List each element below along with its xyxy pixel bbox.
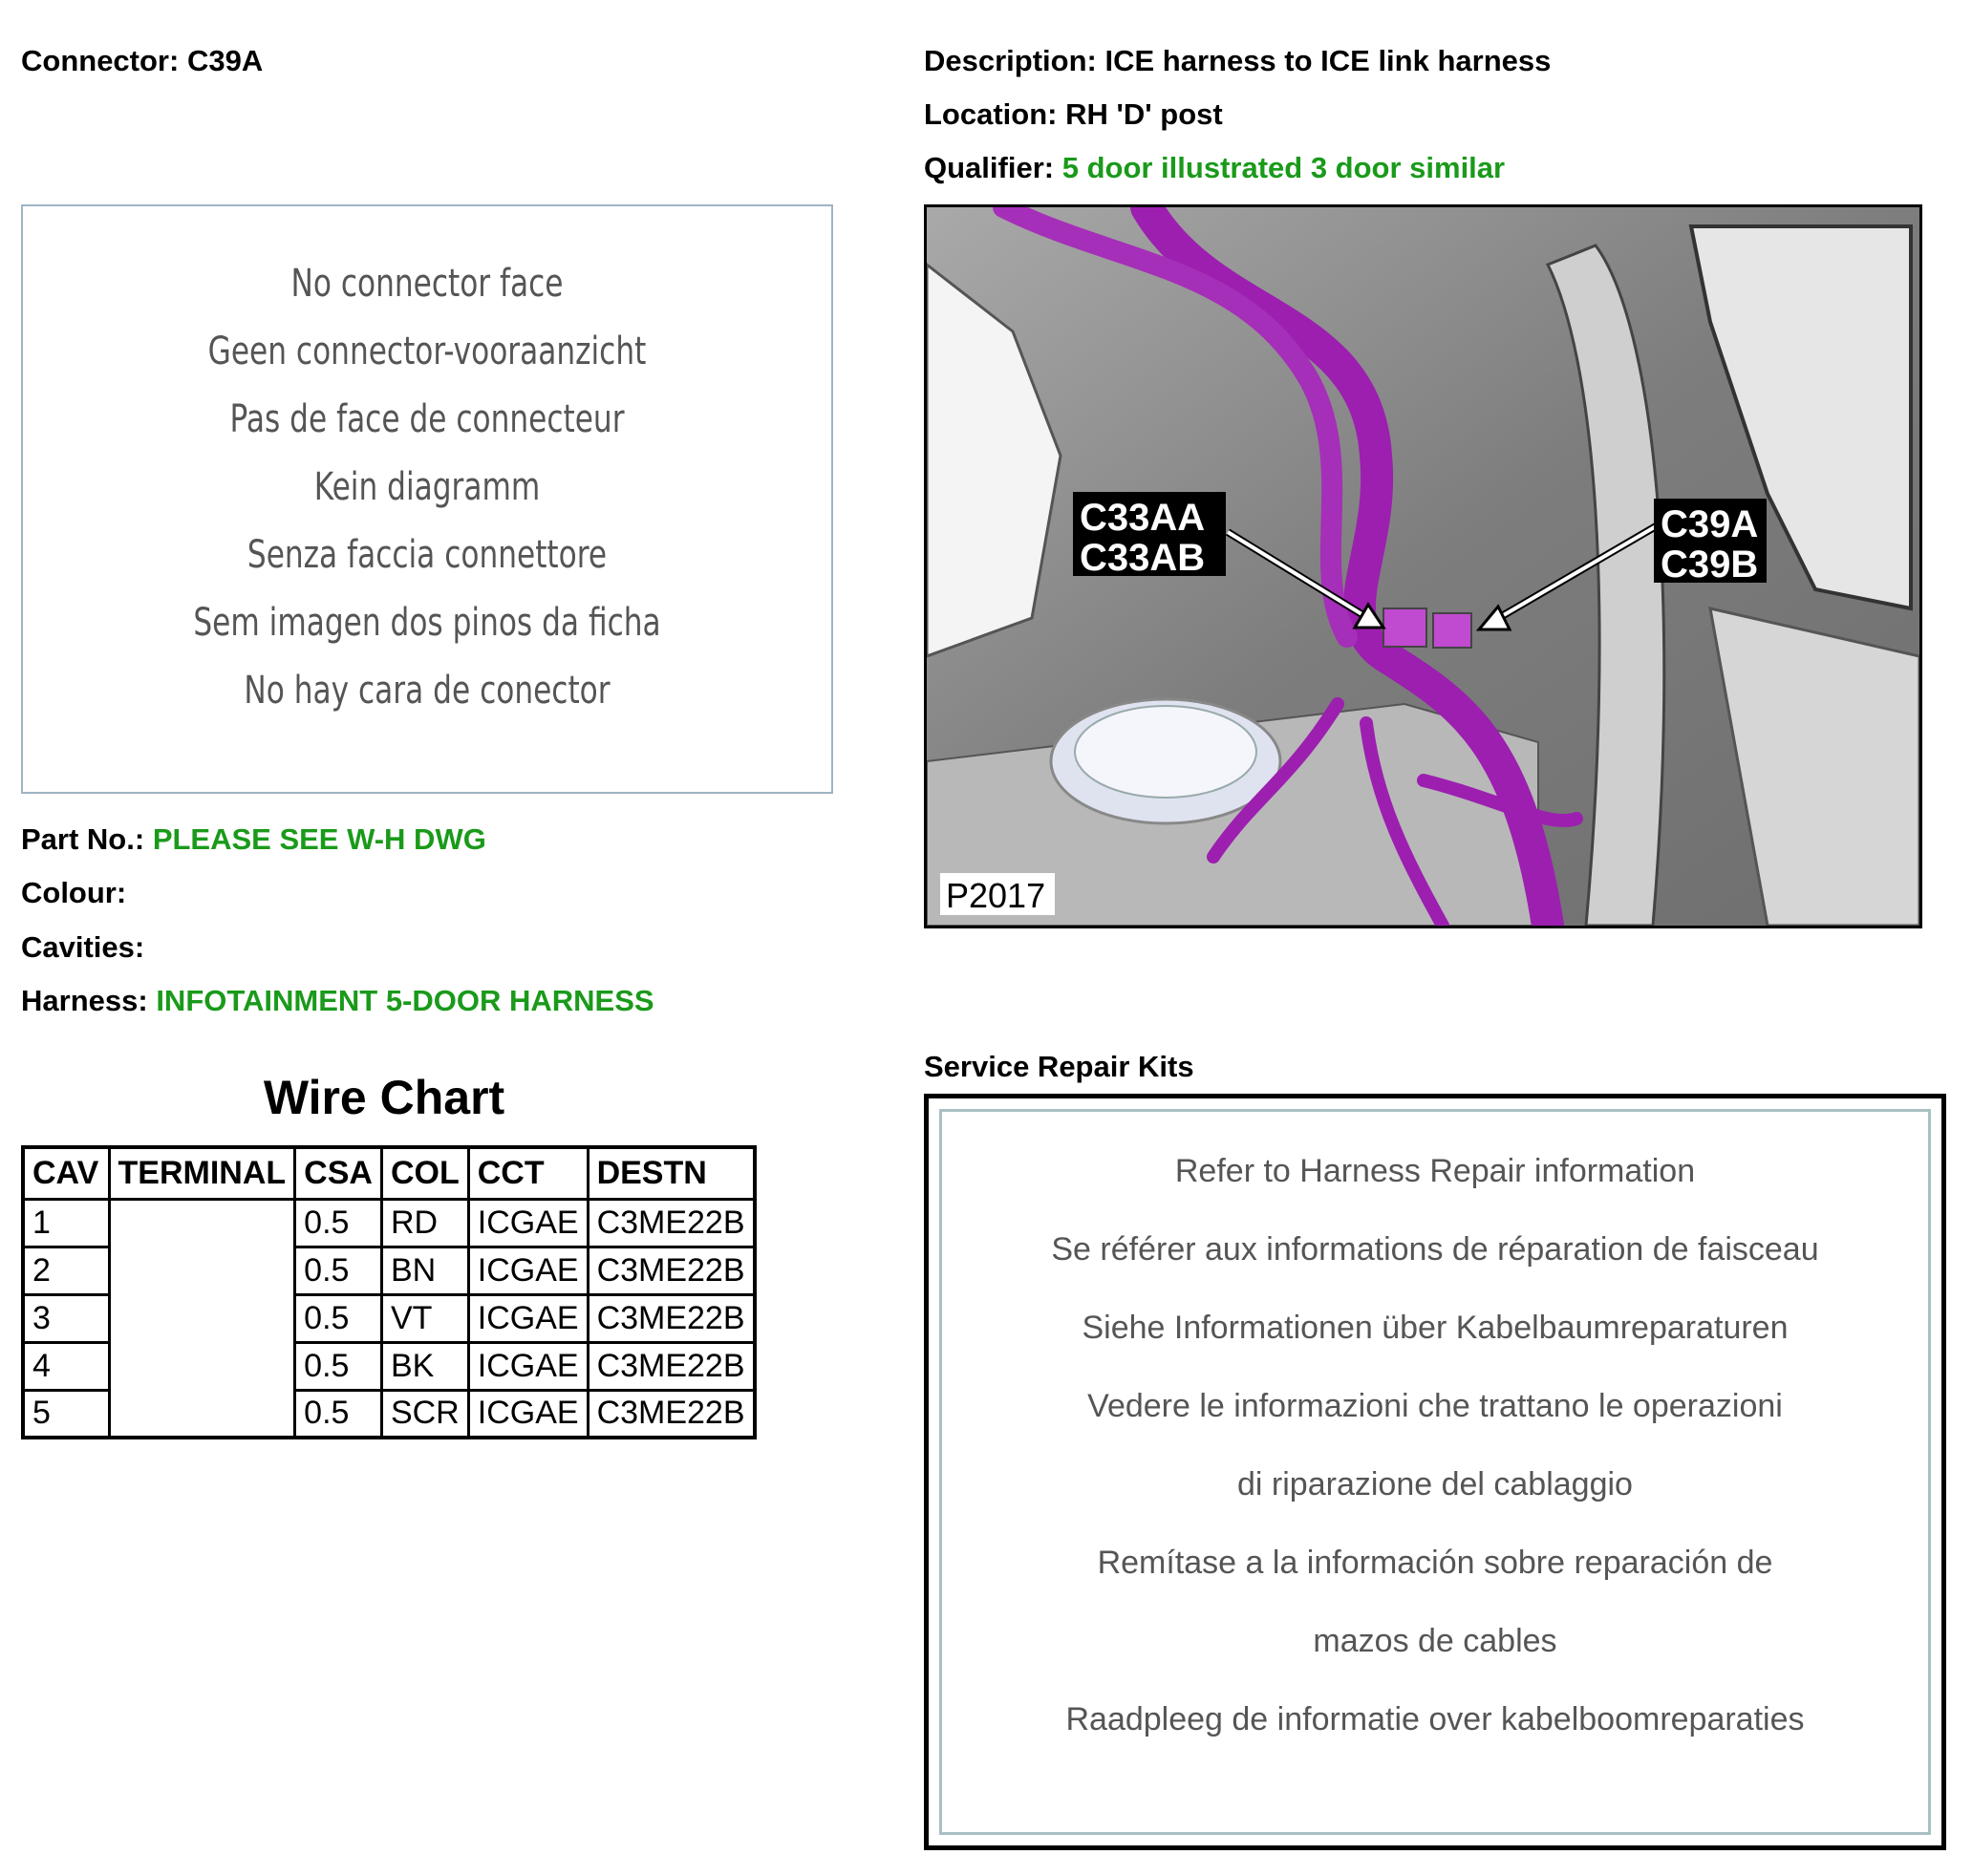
description-value: ICE harness to ICE link harness: [1104, 44, 1552, 77]
qualifier-field: [924, 151, 1505, 185]
description-label: Description:: [924, 44, 1097, 77]
col-header-cav: CAV: [23, 1147, 109, 1199]
harness-label: Harness:: [21, 984, 148, 1017]
cell-col: BK: [381, 1342, 468, 1390]
cell-csa: 0.5: [295, 1390, 382, 1438]
srk-line: mazos de cables: [1313, 1623, 1557, 1659]
connector-value: C39A: [186, 44, 264, 77]
no-face-line: Geen connector-vooraanzicht: [207, 330, 647, 373]
no-face-line: Kein diagramm: [313, 465, 541, 509]
no-face-line: Senza faccia connettore: [246, 533, 608, 577]
connector-label: Connector:: [21, 44, 180, 77]
cell-destn: C3ME22B: [588, 1342, 754, 1390]
cell-cav: 1: [23, 1199, 109, 1247]
no-face-line: Sem imagen dos pinos da ficha: [193, 601, 661, 645]
location-field: [924, 97, 1223, 132]
cell-cav: 2: [23, 1247, 109, 1294]
callout-right-line2: C39B: [1661, 544, 1759, 586]
wire-chart-table: [21, 1145, 757, 1439]
cell-destn: C3ME22B: [588, 1294, 754, 1342]
col-header-terminal: TERMINAL: [109, 1147, 295, 1199]
description-field: [924, 44, 1551, 78]
cell-csa: 0.5: [295, 1199, 382, 1247]
no-face-line: Pas de face de connecteur: [229, 397, 625, 441]
cell-col: RD: [381, 1199, 468, 1247]
speaker-cone: [1075, 706, 1256, 798]
cell-cav: 5: [23, 1390, 109, 1438]
colour-label: Colour:: [21, 876, 127, 909]
harness-value: INFOTAINMENT 5-DOOR HARNESS: [156, 984, 654, 1017]
service-repair-kits-inner: [939, 1109, 1931, 1835]
service-repair-kits-title: Service Repair Kits: [924, 1050, 1194, 1083]
service-repair-kits-panel: [924, 1094, 1946, 1850]
cell-col: VT: [381, 1294, 468, 1342]
no-connector-face-panel: [21, 204, 833, 794]
cavities-field: [21, 930, 144, 965]
wire-chart-title: Wire Chart: [263, 1071, 505, 1124]
cavities-label: Cavities:: [21, 930, 145, 964]
qualifier-value: 5 door illustrated 3 door similar: [1061, 151, 1506, 184]
cell-cav: 4: [23, 1342, 109, 1390]
connector-location-illustration: [924, 204, 1922, 928]
cell-cct: ICGAE: [468, 1247, 588, 1294]
illustration-drawing: [927, 207, 1919, 926]
cell-destn: C3ME22B: [588, 1247, 754, 1294]
col-header-csa: CSA: [295, 1147, 382, 1199]
connector-field: [21, 44, 263, 78]
col-header-col: COL: [381, 1147, 468, 1199]
cell-cct: ICGAE: [468, 1390, 588, 1438]
cell-csa: 0.5: [295, 1247, 382, 1294]
part-no-value: PLEASE SEE W-H DWG: [152, 822, 486, 856]
cell-destn: C3ME22B: [588, 1390, 754, 1438]
srk-line: Raadpleeg de informatie over kabelboomreparaties: [1065, 1701, 1805, 1737]
srk-line: Refer to Harness Repair information: [1174, 1153, 1696, 1189]
cell-destn: C3ME22B: [588, 1199, 754, 1247]
no-face-line: No connector face: [290, 262, 564, 306]
srk-line: Vedere le informazioni che trattano le operazioni: [1087, 1388, 1783, 1424]
connector-c39a-body: [1433, 613, 1471, 648]
connector-c33aa-body: [1383, 608, 1426, 647]
location-label: Location:: [924, 97, 1058, 131]
srk-line: Se référer aux informations de réparation de faisceau: [1051, 1231, 1819, 1268]
no-face-line: No hay cara de conector: [244, 669, 611, 713]
qualifier-label: Qualifier:: [924, 151, 1055, 184]
table-row: [23, 1199, 755, 1247]
table-header-row: [23, 1147, 755, 1199]
harness-field: [21, 984, 654, 1018]
srk-line: Remítase a la información sobre reparación de: [1097, 1545, 1773, 1581]
srk-line: Siehe Informationen über Kabelbaumreparaturen: [1082, 1310, 1789, 1346]
location-value: RH 'D' post: [1065, 97, 1223, 131]
srk-line: di riparazione del cablaggio: [1237, 1466, 1633, 1503]
cell-csa: 0.5: [295, 1342, 382, 1390]
part-no-field: [21, 822, 486, 857]
cell-cav: 3: [23, 1294, 109, 1342]
cell-csa: 0.5: [295, 1294, 382, 1342]
callout-right-line1: C39A: [1661, 503, 1759, 545]
cell-col: SCR: [381, 1390, 468, 1438]
cell-col: BN: [381, 1247, 468, 1294]
cell-cct: ICGAE: [468, 1199, 588, 1247]
callout-left-line2: C33AB: [1080, 537, 1206, 579]
colour-field: [21, 876, 126, 910]
callout-left-line1: C33AA: [1080, 497, 1206, 539]
cell-cct: ICGAE: [468, 1342, 588, 1390]
part-no-label: Part No.:: [21, 822, 145, 856]
col-header-destn: DESTN: [588, 1147, 754, 1199]
image-code: P2017: [946, 876, 1046, 915]
cell-cct: ICGAE: [468, 1294, 588, 1342]
col-header-cct: CCT: [468, 1147, 588, 1199]
cell-terminal: [109, 1199, 295, 1438]
